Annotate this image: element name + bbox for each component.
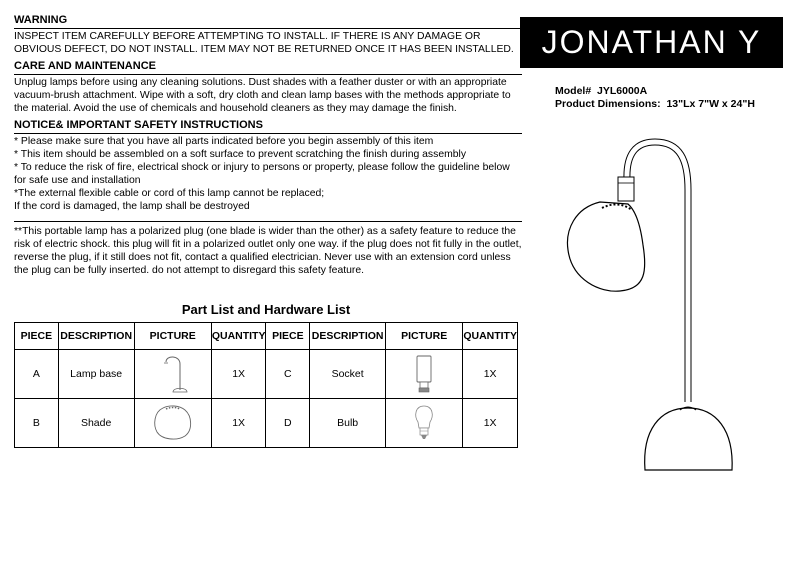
safety-line: If the cord is damaged, the lamp shall be destroyed [14, 201, 250, 212]
model-label: Model# [555, 85, 592, 97]
safety-heading: NOTICE& IMPORTANT SAFETY INSTRUCTIONS [14, 119, 522, 134]
quantity-cell: 1X [463, 350, 518, 399]
instructions-column [14, 14, 522, 281]
model-row [555, 85, 755, 98]
table-row [15, 399, 518, 448]
lamp-base-icon [158, 352, 188, 396]
plug-note: **This portable lamp has a polarized plug (one blade is wider than the other) as a safety feature to reduce the risk of electric shock. this plug will fit in a polarized outlet only one way. if the plug does not fit fully in the outlet, reverse the plug, if it still does not fit, contact a qualified electrician. Never use with an extension cord unless the plug can be fully inserted. do not attempt to disregard this safety feature. [14, 221, 522, 277]
description-cell: Shade [58, 399, 134, 448]
parts-table [14, 322, 518, 448]
header-piece: PIECE [266, 323, 310, 350]
header-piece: PIECE [15, 323, 59, 350]
safety-line: * To reduce the risk of fire, electrical shock or injury to persons or property, please follow the guideline below for safe use and installation [14, 162, 510, 186]
description-cell: Bulb [310, 399, 386, 448]
safety-line: * This item should be assembled on a soft surface to prevent scratching the finish during assembly [14, 149, 467, 160]
quantity-cell: 1X [211, 399, 266, 448]
care-text [14, 76, 522, 115]
lamp-illustration-icon [540, 130, 760, 475]
care-heading: CARE AND MAINTENANCE [14, 60, 522, 75]
picture-cell [386, 399, 463, 448]
header-picture: PICTURE [386, 323, 463, 350]
piece-cell: B [15, 399, 59, 448]
piece-cell: D [266, 399, 310, 448]
header-picture: PICTURE [134, 323, 211, 350]
care-line-2: vacuum-brush attachment. Wipe with a soft, dry cloth and clean lamp bases with the methods appropriate to the material. Avoid the use of chemicals and household cleaners as they may damage the finish. [14, 90, 511, 114]
picture-cell [386, 350, 463, 399]
description-cell: Lamp base [58, 350, 134, 399]
quantity-cell: 1X [463, 399, 518, 448]
piece-cell: C [266, 350, 310, 399]
header-description: DESCRIPTION [58, 323, 134, 350]
shade-icon [151, 403, 195, 443]
parts-table-title: Part List and Hardware List [181, 302, 351, 317]
brand-logo: JONATHAN Y [520, 17, 783, 68]
safety-line: *The external flexible cable or cord of this lamp cannot be replaced; [14, 188, 325, 199]
header-description: DESCRIPTION [310, 323, 386, 350]
safety-line: * Please make sure that you have all parts indicated before you begin assembly of this item [14, 136, 434, 147]
model-value: JYL6000A [597, 85, 648, 97]
picture-cell [134, 350, 211, 399]
piece-cell: A [15, 350, 59, 399]
care-line-1: Unplug lamps before using any cleaning solutions. Dust shades with a feather duster or with an appropriate [14, 77, 507, 88]
socket-icon [409, 352, 439, 396]
table-row [15, 350, 518, 399]
dimensions-row [555, 98, 755, 111]
bulb-icon [409, 403, 439, 443]
warning-text: INSPECT ITEM CAREFULLY BEFORE ATTEMPTING TO INSTALL. IF THERE IS ANY DAMAGE OR OBVIOUS DEFECT, DO NOT INSTALL. ITEM MAY NOT BE RETURNED ONCE IT HAS BEEN INSTALLED. [14, 31, 514, 55]
header-quantity: QUANTITY [463, 323, 518, 350]
product-info [555, 85, 755, 111]
description-cell: Socket [310, 350, 386, 399]
picture-cell [134, 399, 211, 448]
header-quantity: QUANTITY [211, 323, 266, 350]
dimensions-label: Product Dimensions: [555, 98, 661, 110]
safety-text [14, 135, 522, 213]
dimensions-value: 13"Lx 7"W x 24"H [666, 98, 755, 110]
quantity-cell: 1X [211, 350, 266, 399]
warning-heading: WARNING [14, 14, 522, 29]
table-header-row [15, 323, 518, 350]
